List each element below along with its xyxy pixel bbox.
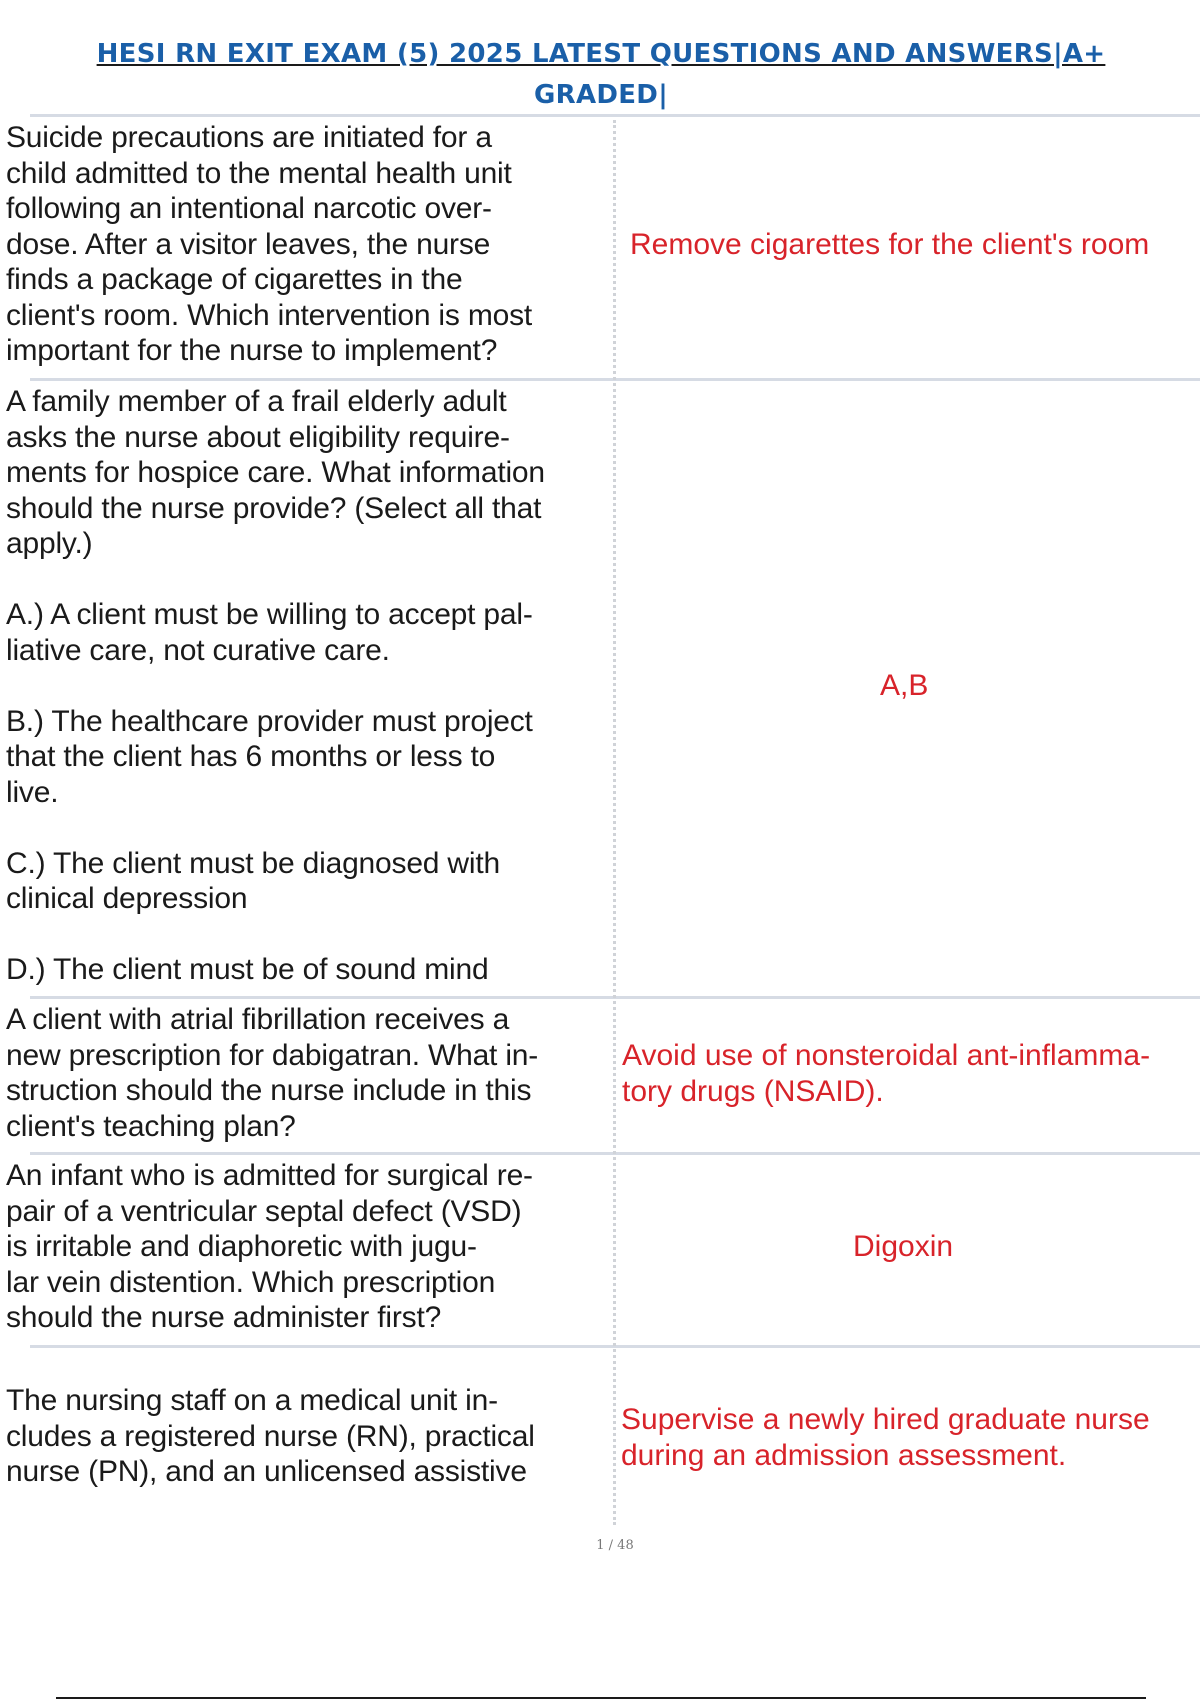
answer-text: A,B: [880, 669, 929, 702]
answer-text: Supervise a newly hired graduate nurse during an admission assessment.: [621, 1403, 1150, 1472]
question-text: The nursing staff on a medical unit in- cludes a registered nurse (RN), practical nurse (PN), and an unlicensed assistive: [6, 1384, 535, 1488]
footer-rule: [56, 1697, 1146, 1699]
title-line-1: HESI RN EXIT EXAM (5) 2025 LATEST QUESTIONS AND ANSWERS|A+: [96, 39, 1106, 69]
question-text: A family member of a frail elderly adult asks the nurse about eligibility require- ments for hospice care. What information should the nurse provide? (Select all that apply.) A.) A client must be willing to accept pal- liative care, not curative care. B.) The healthcare provider must project that the client has 6 months or less to live. C.) The client must be diagnosed with clinical depression D.) The client must be of sound mind: [6, 385, 545, 986]
answer-text: Digoxin: [853, 1230, 954, 1263]
row-divider: [30, 114, 1200, 117]
question-text: Suicide precautions are initiated for a child admitted to the mental health unit following an intentional narcotic over- dose. After a visitor leaves, the nurse finds a package of cigarettes in the client's room. Which intervention is most important for the nurse to implement?: [6, 121, 533, 367]
answer-text: Avoid use of nonsteroidal ant-inflamma- tory drugs (NSAID).: [622, 1039, 1151, 1108]
question-text: An infant who is admitted for surgical re- pair of a ventricular septal defect (VSD) is irritable and diaphoretic with jugu- lar vein distention. Which prescription should the nurse administer first?: [6, 1159, 533, 1334]
column-divider: [613, 120, 616, 1525]
document-title: [56, 34, 1146, 116]
question-text: A client with atrial fibrillation receives a new prescription for dabigatran. What in- struction should the nurse include in this client's teaching plan?: [6, 1003, 539, 1143]
answer-text: Remove cigarettes for the client's room: [630, 228, 1150, 261]
page-number: 1 / 48: [596, 1538, 634, 1553]
title-line-2: GRADED|: [533, 80, 668, 110]
